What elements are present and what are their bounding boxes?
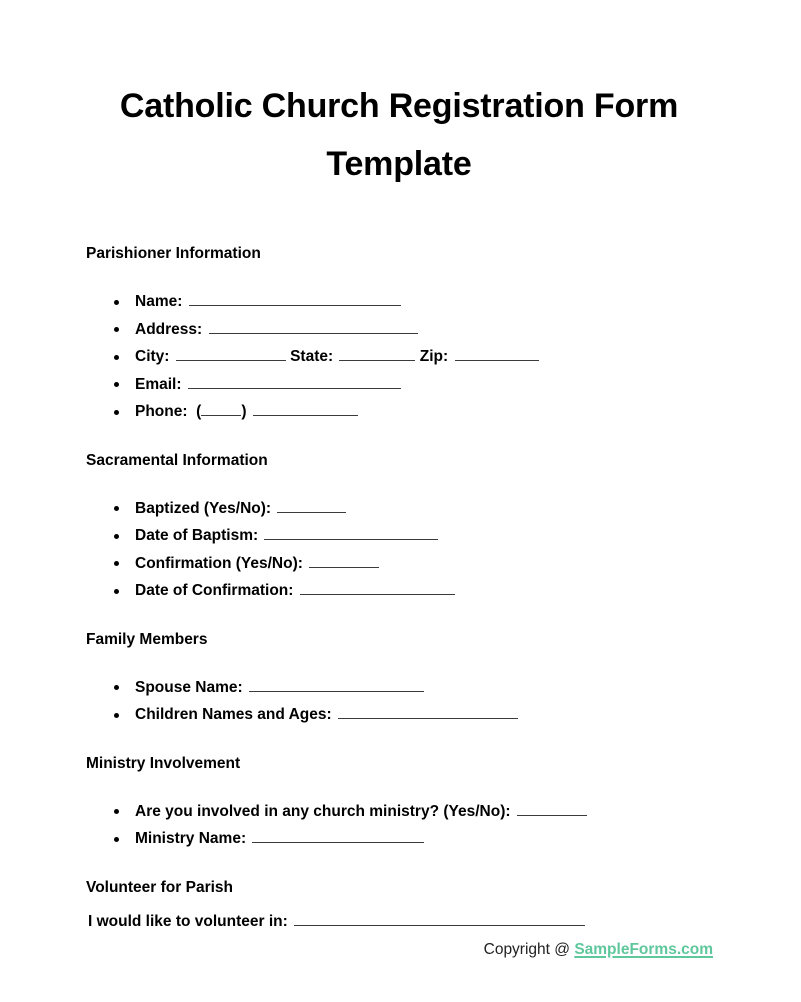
spouse-name-blank-field[interactable] xyxy=(249,679,424,692)
bullet-dot-icon xyxy=(114,589,119,594)
name-blank-field[interactable] xyxy=(189,293,401,306)
bullet-dot-icon xyxy=(114,837,119,842)
bullet-dot-icon xyxy=(114,355,119,360)
field-label: I would like to volunteer in: xyxy=(88,912,288,930)
spacer xyxy=(86,426,726,451)
list-item xyxy=(86,798,726,826)
copyright-text: Copyright @ xyxy=(483,941,575,958)
section-volunteer-for-parish xyxy=(86,878,726,936)
bullet-dot-icon xyxy=(114,300,119,305)
field-label: Ministry Name: xyxy=(135,830,247,847)
field-label: Phone: xyxy=(135,403,188,420)
section-heading: Ministry Involvement xyxy=(86,754,241,772)
bullet-dot-icon xyxy=(114,410,119,415)
spacer xyxy=(86,650,726,674)
bullet-dot-icon xyxy=(114,534,119,539)
spacer xyxy=(86,774,726,798)
list-item xyxy=(86,577,726,605)
state-blank-field[interactable] xyxy=(339,348,415,361)
section-heading: Family Members xyxy=(86,630,208,648)
list-item xyxy=(86,495,726,523)
field-label: Address: xyxy=(135,320,203,338)
field-label: Baptized (Yes/No): xyxy=(135,499,272,517)
section-ministry-involvement xyxy=(86,754,726,853)
field-label: Date of Confirmation: xyxy=(135,582,294,599)
address-blank-field[interactable] xyxy=(209,321,418,334)
spacer xyxy=(86,898,726,908)
spacer xyxy=(86,729,726,754)
ministry-field-list xyxy=(86,798,726,853)
email-blank-field[interactable] xyxy=(188,376,401,389)
bullet-dot-icon xyxy=(114,561,119,566)
list-item xyxy=(86,371,726,399)
list-item xyxy=(86,550,726,578)
list-item xyxy=(86,398,726,426)
bullet-dot-icon xyxy=(114,382,119,387)
list-item xyxy=(86,288,726,316)
sampleforms-link[interactable]: SampleForms.com xyxy=(574,941,713,958)
parishioner-field-list xyxy=(86,288,726,426)
bullet-dot-icon xyxy=(114,809,119,814)
page-title: Catholic Church Registration Form Template xyxy=(119,86,679,183)
field-label: Name: xyxy=(135,293,183,310)
section-heading: Sacramental Information xyxy=(86,451,268,469)
field-label: Spouse Name: xyxy=(135,678,243,696)
field-label: Date of Baptism: xyxy=(135,527,259,544)
field-label: Confirmation (Yes/No): xyxy=(135,554,303,572)
spacer xyxy=(86,853,726,878)
family-field-list xyxy=(86,674,726,729)
volunteer-line xyxy=(86,908,726,936)
bullet-dot-icon xyxy=(114,506,119,511)
list-item xyxy=(86,343,726,371)
section-sacramental-information xyxy=(86,451,726,605)
paren-close: ) xyxy=(241,403,247,420)
list-item xyxy=(86,674,726,702)
list-item xyxy=(86,701,726,729)
field-label: Are you involved in any church ministry? (Yes/No): xyxy=(135,802,511,820)
zip-blank-field[interactable] xyxy=(455,348,539,361)
form-body xyxy=(86,244,726,935)
date-of-baptism-blank-field[interactable] xyxy=(264,527,438,540)
children-names-ages-blank-field[interactable] xyxy=(338,706,518,719)
list-item xyxy=(86,522,726,550)
spacer xyxy=(86,471,726,495)
involved-in-ministry-blank-field[interactable] xyxy=(517,803,587,816)
date-of-confirmation-blank-field[interactable] xyxy=(300,582,455,595)
section-heading: Volunteer for Parish xyxy=(86,878,233,896)
sacramental-field-list xyxy=(86,495,726,605)
field-label: City: xyxy=(135,348,170,365)
ministry-name-blank-field[interactable] xyxy=(252,830,424,843)
paren-open: ( xyxy=(191,403,202,420)
volunteer-in-blank-field[interactable] xyxy=(294,913,585,926)
field-label: Email: xyxy=(135,375,182,393)
spacer xyxy=(86,605,726,630)
section-parishioner-information xyxy=(86,244,726,426)
section-family-members xyxy=(86,630,726,729)
city-blank-field[interactable] xyxy=(176,348,286,361)
baptized-blank-field[interactable] xyxy=(277,500,346,513)
field-label-zip: Zip: xyxy=(419,348,449,365)
field-label-state: State: xyxy=(290,348,334,365)
spacer xyxy=(86,264,726,288)
field-label: Children Names and Ages: xyxy=(135,706,332,723)
phone-number-blank-field[interactable] xyxy=(253,403,358,416)
bullet-dot-icon xyxy=(114,327,119,332)
list-item xyxy=(86,316,726,344)
list-item xyxy=(86,825,726,853)
footer xyxy=(0,938,713,962)
section-heading: Parishioner Information xyxy=(86,245,261,262)
phone-areacode-blank-field[interactable] xyxy=(201,403,241,416)
bullet-dot-icon xyxy=(114,713,119,718)
bullet-dot-icon xyxy=(114,685,119,690)
confirmation-blank-field[interactable] xyxy=(309,555,379,568)
